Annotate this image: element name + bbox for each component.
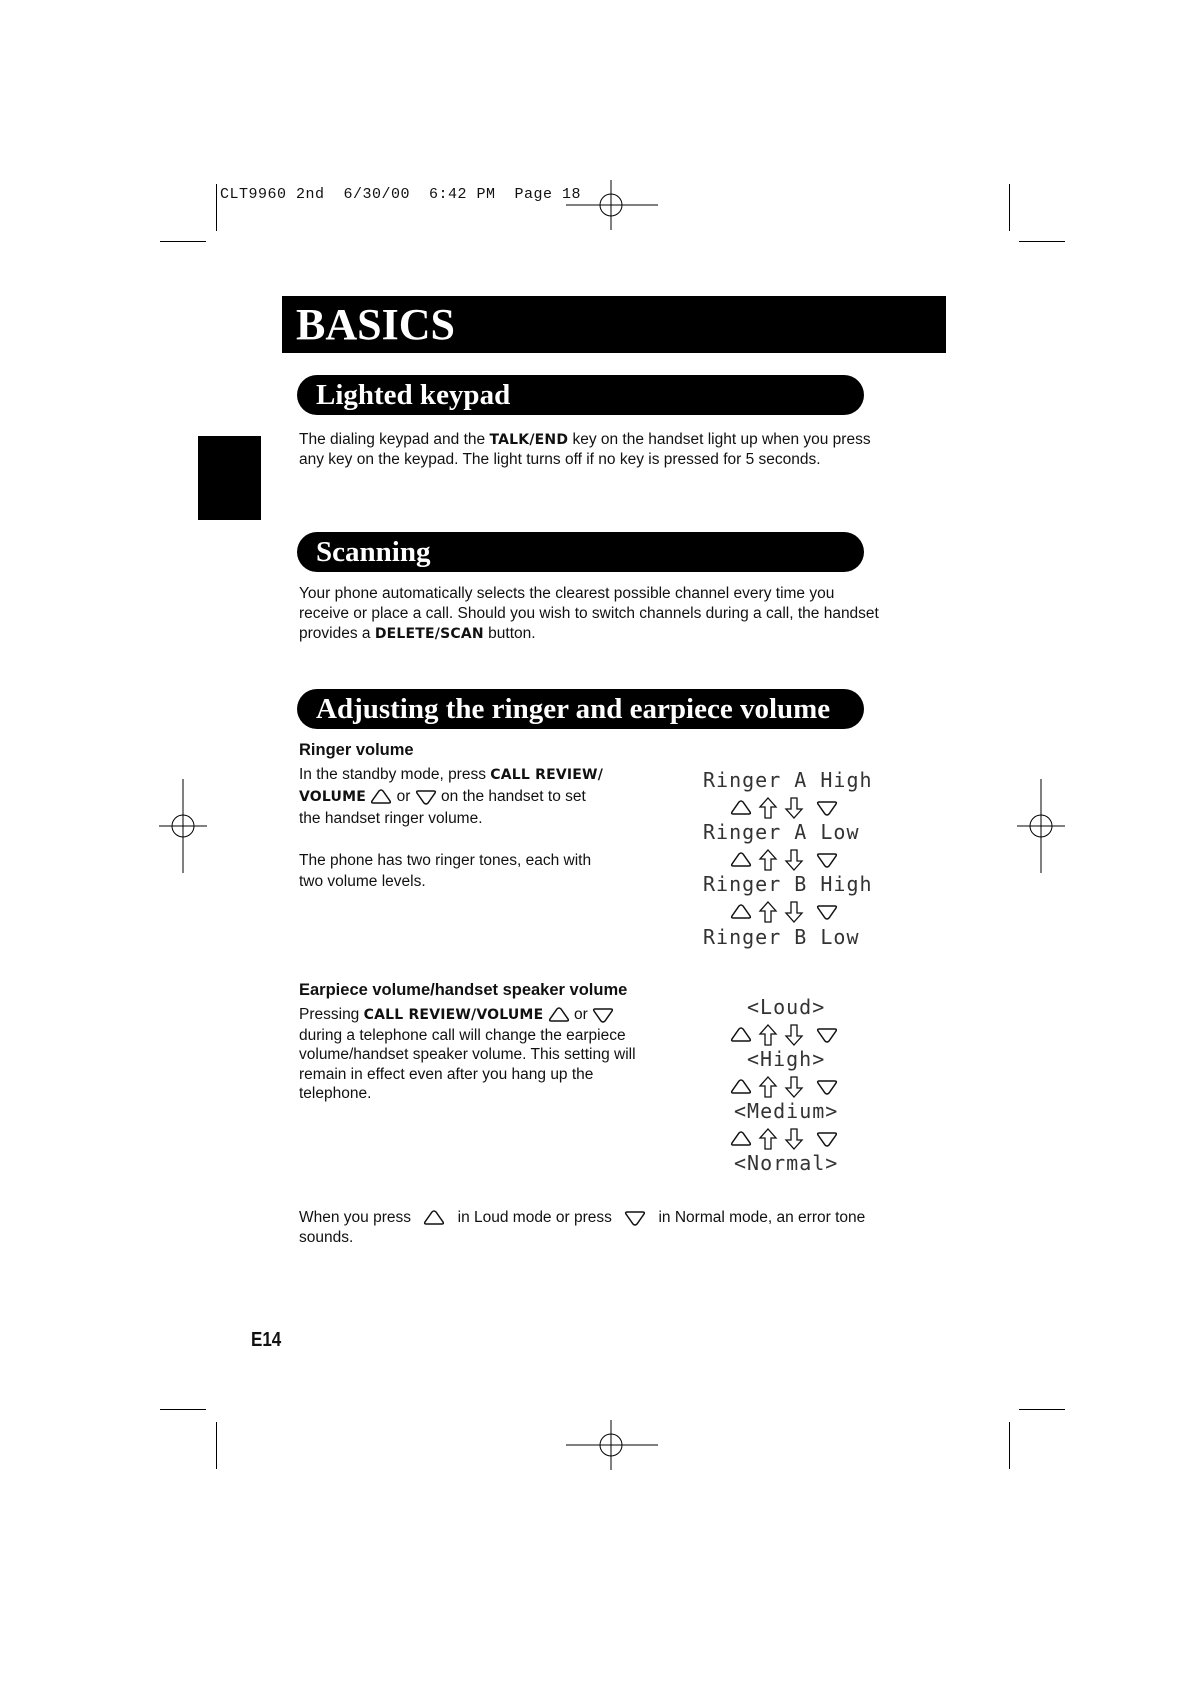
section-heading-scanning: Scanning	[297, 532, 864, 572]
earpiece-volume-text	[299, 1005, 636, 1104]
crop-mark	[1009, 1422, 1010, 1469]
volume-up-icon	[730, 799, 752, 817]
error-tone-note	[299, 1208, 865, 1248]
key-label: TALK/END	[489, 432, 569, 448]
volume-up-icon	[730, 1130, 752, 1148]
text-run: or	[396, 788, 411, 805]
print-header: CLT9960 2nd 6/30/00 6:42 PM Page 18	[220, 186, 582, 203]
arrow-up-icon	[758, 797, 778, 819]
text-run: Pressing	[299, 1006, 364, 1023]
text-run: on the handset to set	[441, 788, 586, 805]
volume-down-icon	[814, 1026, 840, 1044]
arrow-up-icon	[758, 901, 778, 923]
crop-mark	[1019, 241, 1065, 242]
key-label: CALL REVIEW/VOLUME	[363, 1007, 544, 1023]
ringer-volume-heading: Ringer volume	[299, 741, 414, 759]
text-run: sounds.	[299, 1229, 354, 1246]
text-run: two volume levels.	[299, 873, 426, 890]
arrow-sequence	[730, 1024, 840, 1046]
text-run: In the standby mode, press	[299, 766, 491, 783]
volume-down-icon	[814, 851, 840, 869]
text-run: When you press	[299, 1209, 411, 1226]
text-run: telephone.	[299, 1085, 372, 1102]
key-label: VOLUME	[299, 789, 366, 805]
ringer-volume-text	[299, 764, 603, 892]
text-run: remain in effect even after you hang up the	[299, 1065, 594, 1083]
text-run: in Normal mode, an error tone	[658, 1209, 866, 1226]
crop-mark	[216, 184, 217, 231]
arrow-down-icon	[784, 849, 804, 871]
lighted-keypad-text	[299, 430, 871, 470]
text-run: volume/handset speaker volume. This setting will	[299, 1046, 636, 1063]
registration-mark-right	[1017, 779, 1065, 873]
arrow-down-icon	[784, 797, 804, 819]
volume-down-icon	[814, 799, 840, 817]
arrow-sequence	[730, 849, 840, 871]
crop-mark	[160, 241, 206, 242]
earpiece-display-line: <Normal>	[734, 1151, 839, 1175]
text-run: receive or place a call. Should you wish to switch channels during a call, the handset	[299, 605, 879, 622]
key-label: CALL REVIEW/	[490, 767, 604, 783]
text-run: The dialing keypad and the	[299, 431, 490, 448]
ringer-display-line: Ringer B High	[703, 872, 873, 896]
section-heading-lighted-keypad: Lighted keypad	[297, 375, 864, 415]
arrow-sequence	[730, 797, 840, 819]
text-run: provides a	[299, 625, 375, 642]
arrow-up-icon	[758, 1076, 778, 1098]
arrow-sequence	[730, 901, 840, 923]
earpiece-display-line: <High>	[747, 1047, 826, 1071]
ringer-display-line: Ringer B Low	[703, 925, 860, 949]
volume-down-icon	[415, 788, 437, 806]
registration-mark-bottom	[566, 1420, 658, 1470]
arrow-up-icon	[758, 1024, 778, 1046]
text-run: Your phone automatically selects the clearest possible channel every time you	[299, 585, 835, 602]
volume-down-icon	[814, 903, 840, 921]
volume-down-icon	[592, 1006, 614, 1024]
earpiece-display-line: <Medium>	[734, 1099, 839, 1123]
arrow-down-icon	[784, 901, 804, 923]
arrow-sequence	[730, 1076, 840, 1098]
key-label: DELETE/SCAN	[374, 626, 484, 642]
scanning-text	[299, 584, 879, 644]
text-run: in Loud mode or press	[457, 1209, 612, 1226]
arrow-sequence	[730, 1128, 840, 1150]
arrow-up-icon	[758, 849, 778, 871]
crop-mark	[1019, 1409, 1065, 1410]
arrow-down-icon	[784, 1128, 804, 1150]
earpiece-display-line: <Loud>	[747, 995, 826, 1019]
crop-mark	[216, 1422, 217, 1469]
volume-down-icon	[814, 1078, 840, 1096]
volume-up-icon	[421, 1209, 447, 1227]
text-run: the handset ringer volume.	[299, 810, 483, 827]
ringer-display-line: Ringer A Low	[703, 820, 860, 844]
ringer-display-line: Ringer A High	[703, 768, 873, 792]
arrow-down-icon	[784, 1076, 804, 1098]
volume-up-icon	[370, 788, 392, 806]
crop-mark	[160, 1409, 206, 1410]
volume-up-icon	[730, 903, 752, 921]
volume-down-icon	[814, 1130, 840, 1148]
section-heading-volume: Adjusting the ringer and earpiece volume	[297, 689, 864, 729]
text-run: button.	[483, 625, 536, 642]
text-run: The phone has two ringer tones, each with	[299, 852, 592, 869]
crop-mark	[1009, 184, 1010, 231]
earpiece-volume-heading: Earpiece volume/handset speaker volume	[299, 981, 628, 999]
volume-up-icon	[730, 1078, 752, 1096]
chapter-tab	[198, 436, 261, 520]
text-run: or	[573, 1006, 588, 1023]
text-run: key on the handset light up when you press	[568, 431, 871, 448]
page-number: E14	[251, 1329, 282, 1351]
registration-mark-left	[159, 779, 207, 873]
arrow-down-icon	[784, 1024, 804, 1046]
arrow-up-icon	[758, 1128, 778, 1150]
volume-up-icon	[730, 851, 752, 869]
volume-down-icon	[622, 1209, 648, 1227]
page-title: BASICS	[282, 296, 946, 353]
volume-up-icon	[548, 1006, 570, 1024]
volume-up-icon	[730, 1026, 752, 1044]
text-run: during a telephone call will change the earpiece	[299, 1026, 626, 1044]
text-run: any key on the keypad. The light turns off if no key is pressed for 5 seconds.	[299, 451, 821, 468]
